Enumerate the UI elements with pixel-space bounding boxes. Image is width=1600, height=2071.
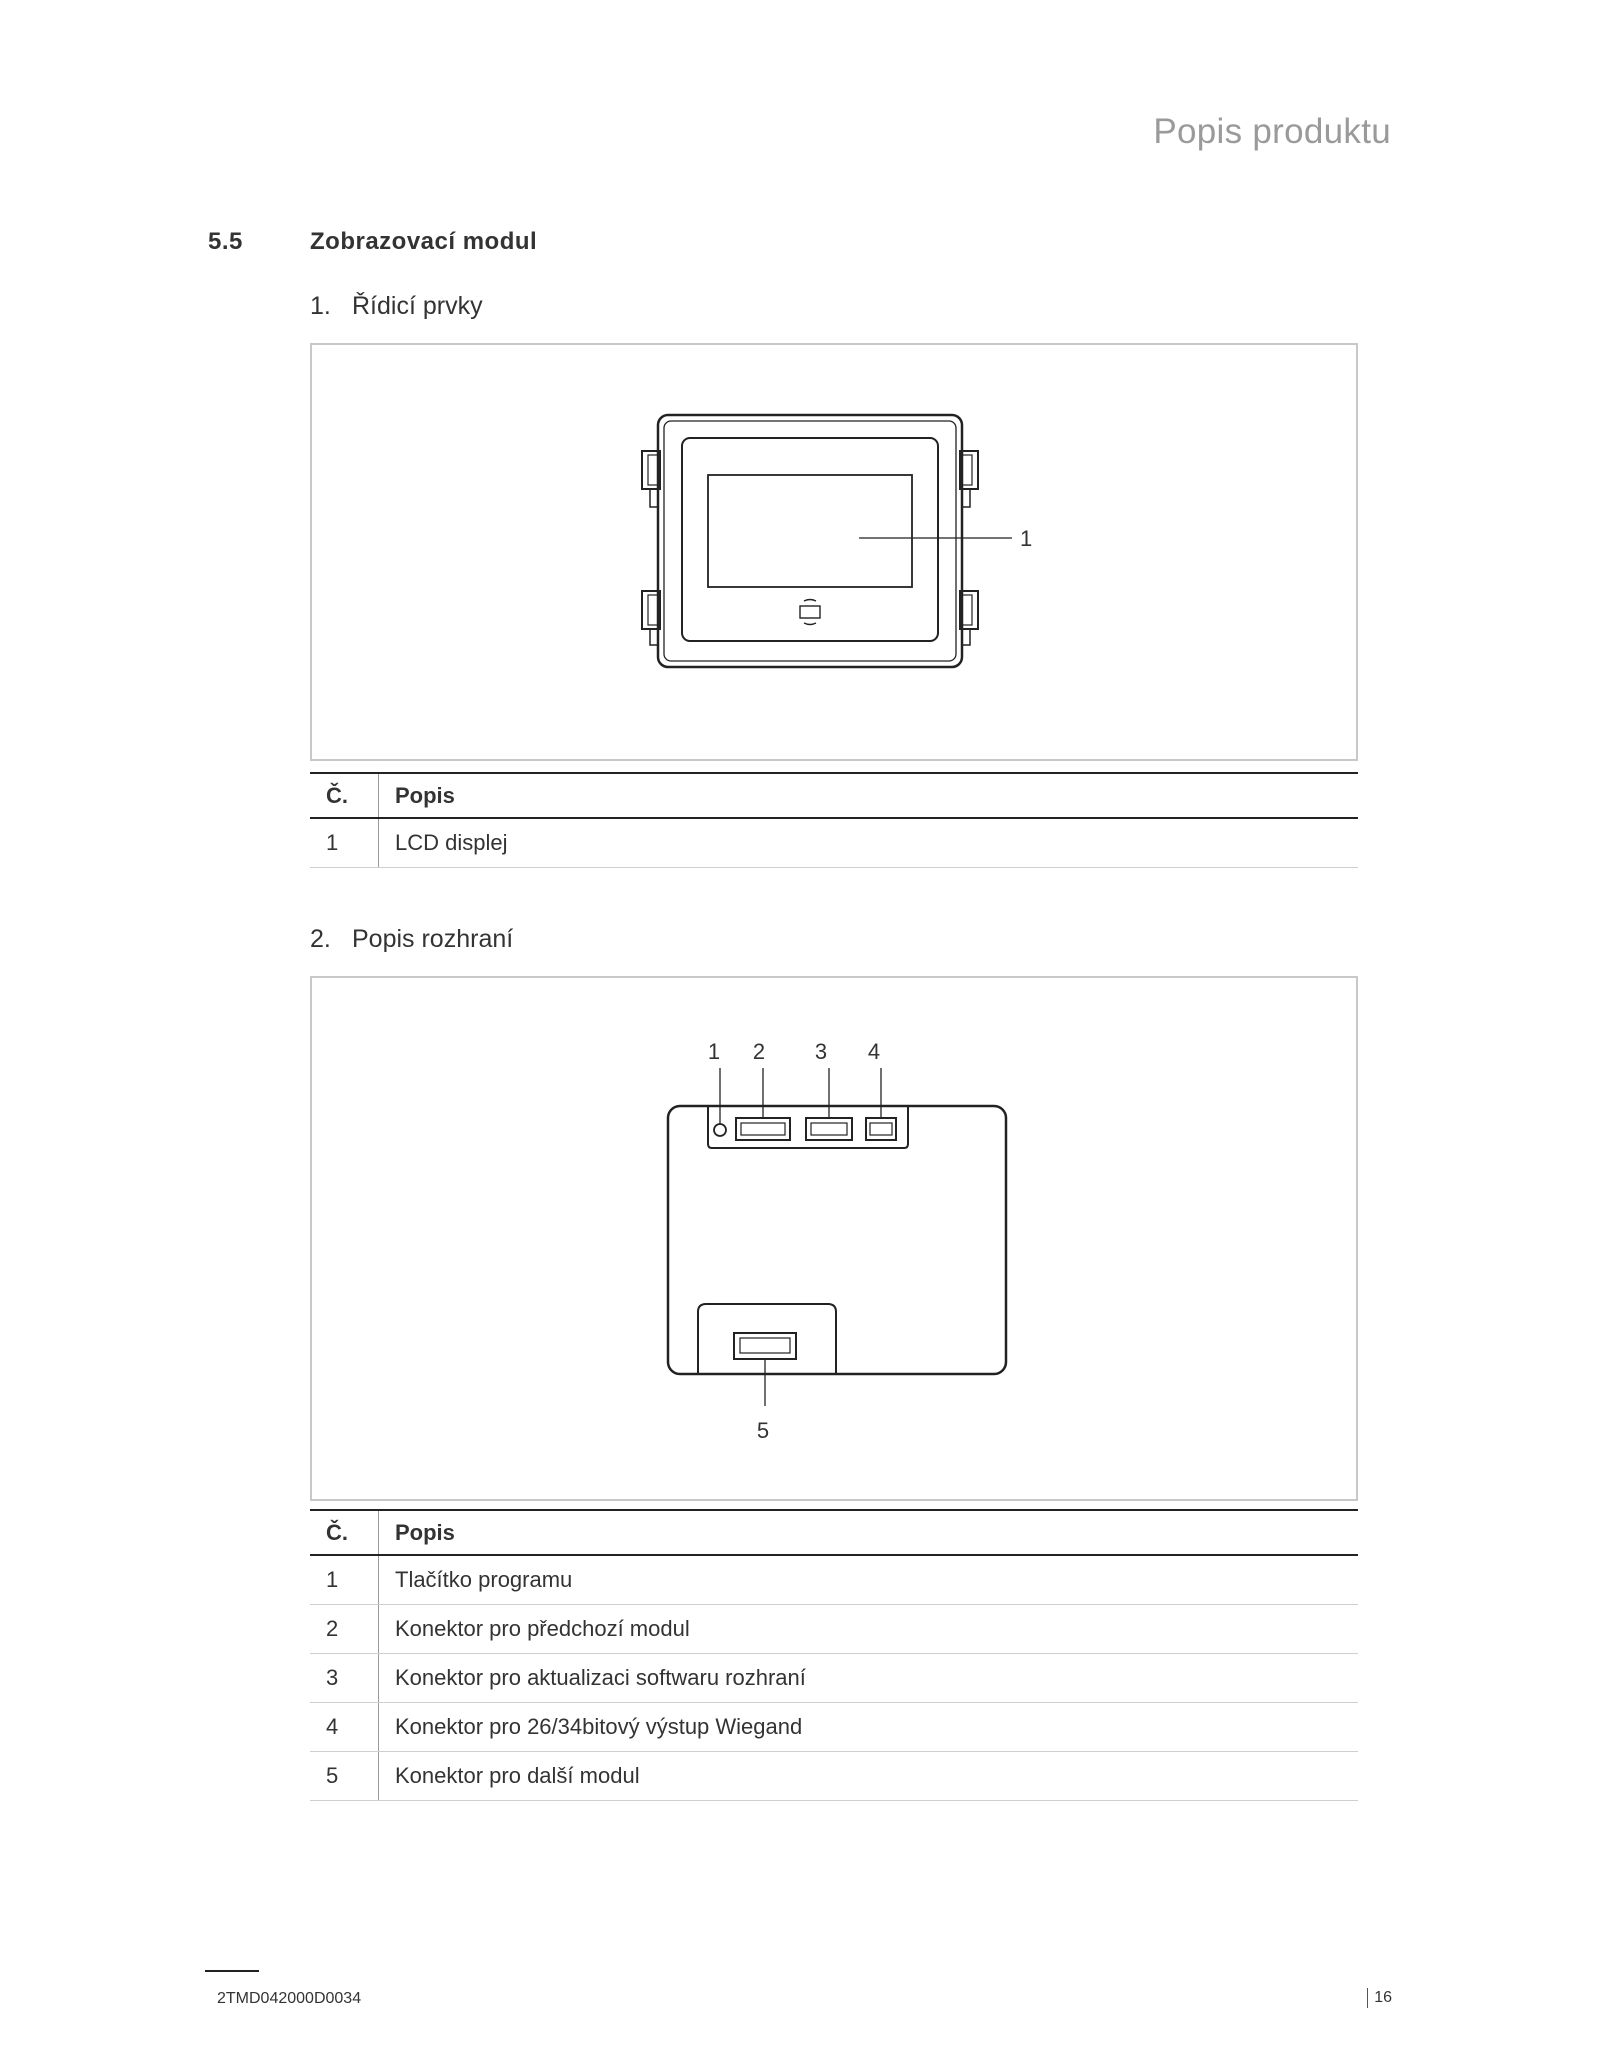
row-desc: LCD displej xyxy=(379,818,1359,868)
table-row xyxy=(310,1654,1358,1703)
connector-software-update xyxy=(806,1118,852,1140)
page-header-title: Popis produktu xyxy=(1153,112,1391,151)
table-row xyxy=(310,1703,1358,1752)
display-module-rear-drawing xyxy=(312,978,1356,1499)
module-frame xyxy=(658,415,962,667)
row-no: 2 xyxy=(310,1605,379,1654)
table-header-row xyxy=(310,773,1358,818)
row-no: 1 xyxy=(310,1555,379,1605)
row-desc: Konektor pro aktualizaci softwaru rozhraní xyxy=(379,1654,1359,1703)
table-row xyxy=(310,1752,1358,1801)
subheading-number: 1. xyxy=(310,292,331,320)
callout-label-1: 1 xyxy=(1020,526,1033,551)
nfc-reader-icon xyxy=(800,600,820,625)
lcd-screen xyxy=(708,475,912,587)
table-controls xyxy=(310,772,1358,868)
callout-label-2: 2 xyxy=(752,1039,766,1064)
row-no: 3 xyxy=(310,1654,379,1703)
callout-label-1: 1 xyxy=(707,1039,721,1064)
program-button xyxy=(714,1124,726,1136)
table-header-row xyxy=(310,1510,1358,1555)
table-row xyxy=(310,818,1358,868)
page-number: 16 xyxy=(1367,1988,1392,2008)
subheading-interfaces xyxy=(310,925,513,954)
header-no: Č. xyxy=(310,773,379,818)
table-row xyxy=(310,1605,1358,1654)
callout-label-4: 4 xyxy=(867,1039,881,1064)
section-title: Zobrazovací modul xyxy=(310,228,538,255)
module-bezel xyxy=(682,438,938,641)
callout-label-5: 5 xyxy=(756,1418,770,1443)
section-number: 5.5 xyxy=(208,228,243,255)
row-desc: Konektor pro další modul xyxy=(379,1752,1359,1801)
row-no: 5 xyxy=(310,1752,379,1801)
header-no: Č. xyxy=(310,1510,379,1555)
figure-rear-view xyxy=(310,976,1358,1501)
row-desc: Konektor pro 26/34bitový výstup Wiegand xyxy=(379,1703,1359,1752)
subheading-text: Popis rozhraní xyxy=(352,925,514,953)
subheading-controls xyxy=(310,292,483,321)
connector-previous-module xyxy=(736,1118,790,1140)
document-id: 2TMD042000D0034 xyxy=(217,1990,362,2007)
connector-next-module xyxy=(734,1333,796,1359)
subheading-text: Řídicí prvky xyxy=(352,292,483,320)
row-desc: Konektor pro předchozí modul xyxy=(379,1605,1359,1654)
row-no: 1 xyxy=(310,818,379,868)
table-row xyxy=(310,1555,1358,1605)
row-desc: Tlačítko programu xyxy=(379,1555,1359,1605)
callout-label-3: 3 xyxy=(814,1039,828,1064)
header-desc: Popis xyxy=(379,773,1359,818)
display-module-front-drawing xyxy=(312,345,1356,759)
header-desc: Popis xyxy=(379,1510,1359,1555)
row-no: 4 xyxy=(310,1703,379,1752)
footer-rule xyxy=(205,1970,259,1972)
figure-front-view xyxy=(310,343,1358,761)
table-interfaces xyxy=(310,1509,1358,1801)
subheading-number: 2. xyxy=(310,925,331,953)
